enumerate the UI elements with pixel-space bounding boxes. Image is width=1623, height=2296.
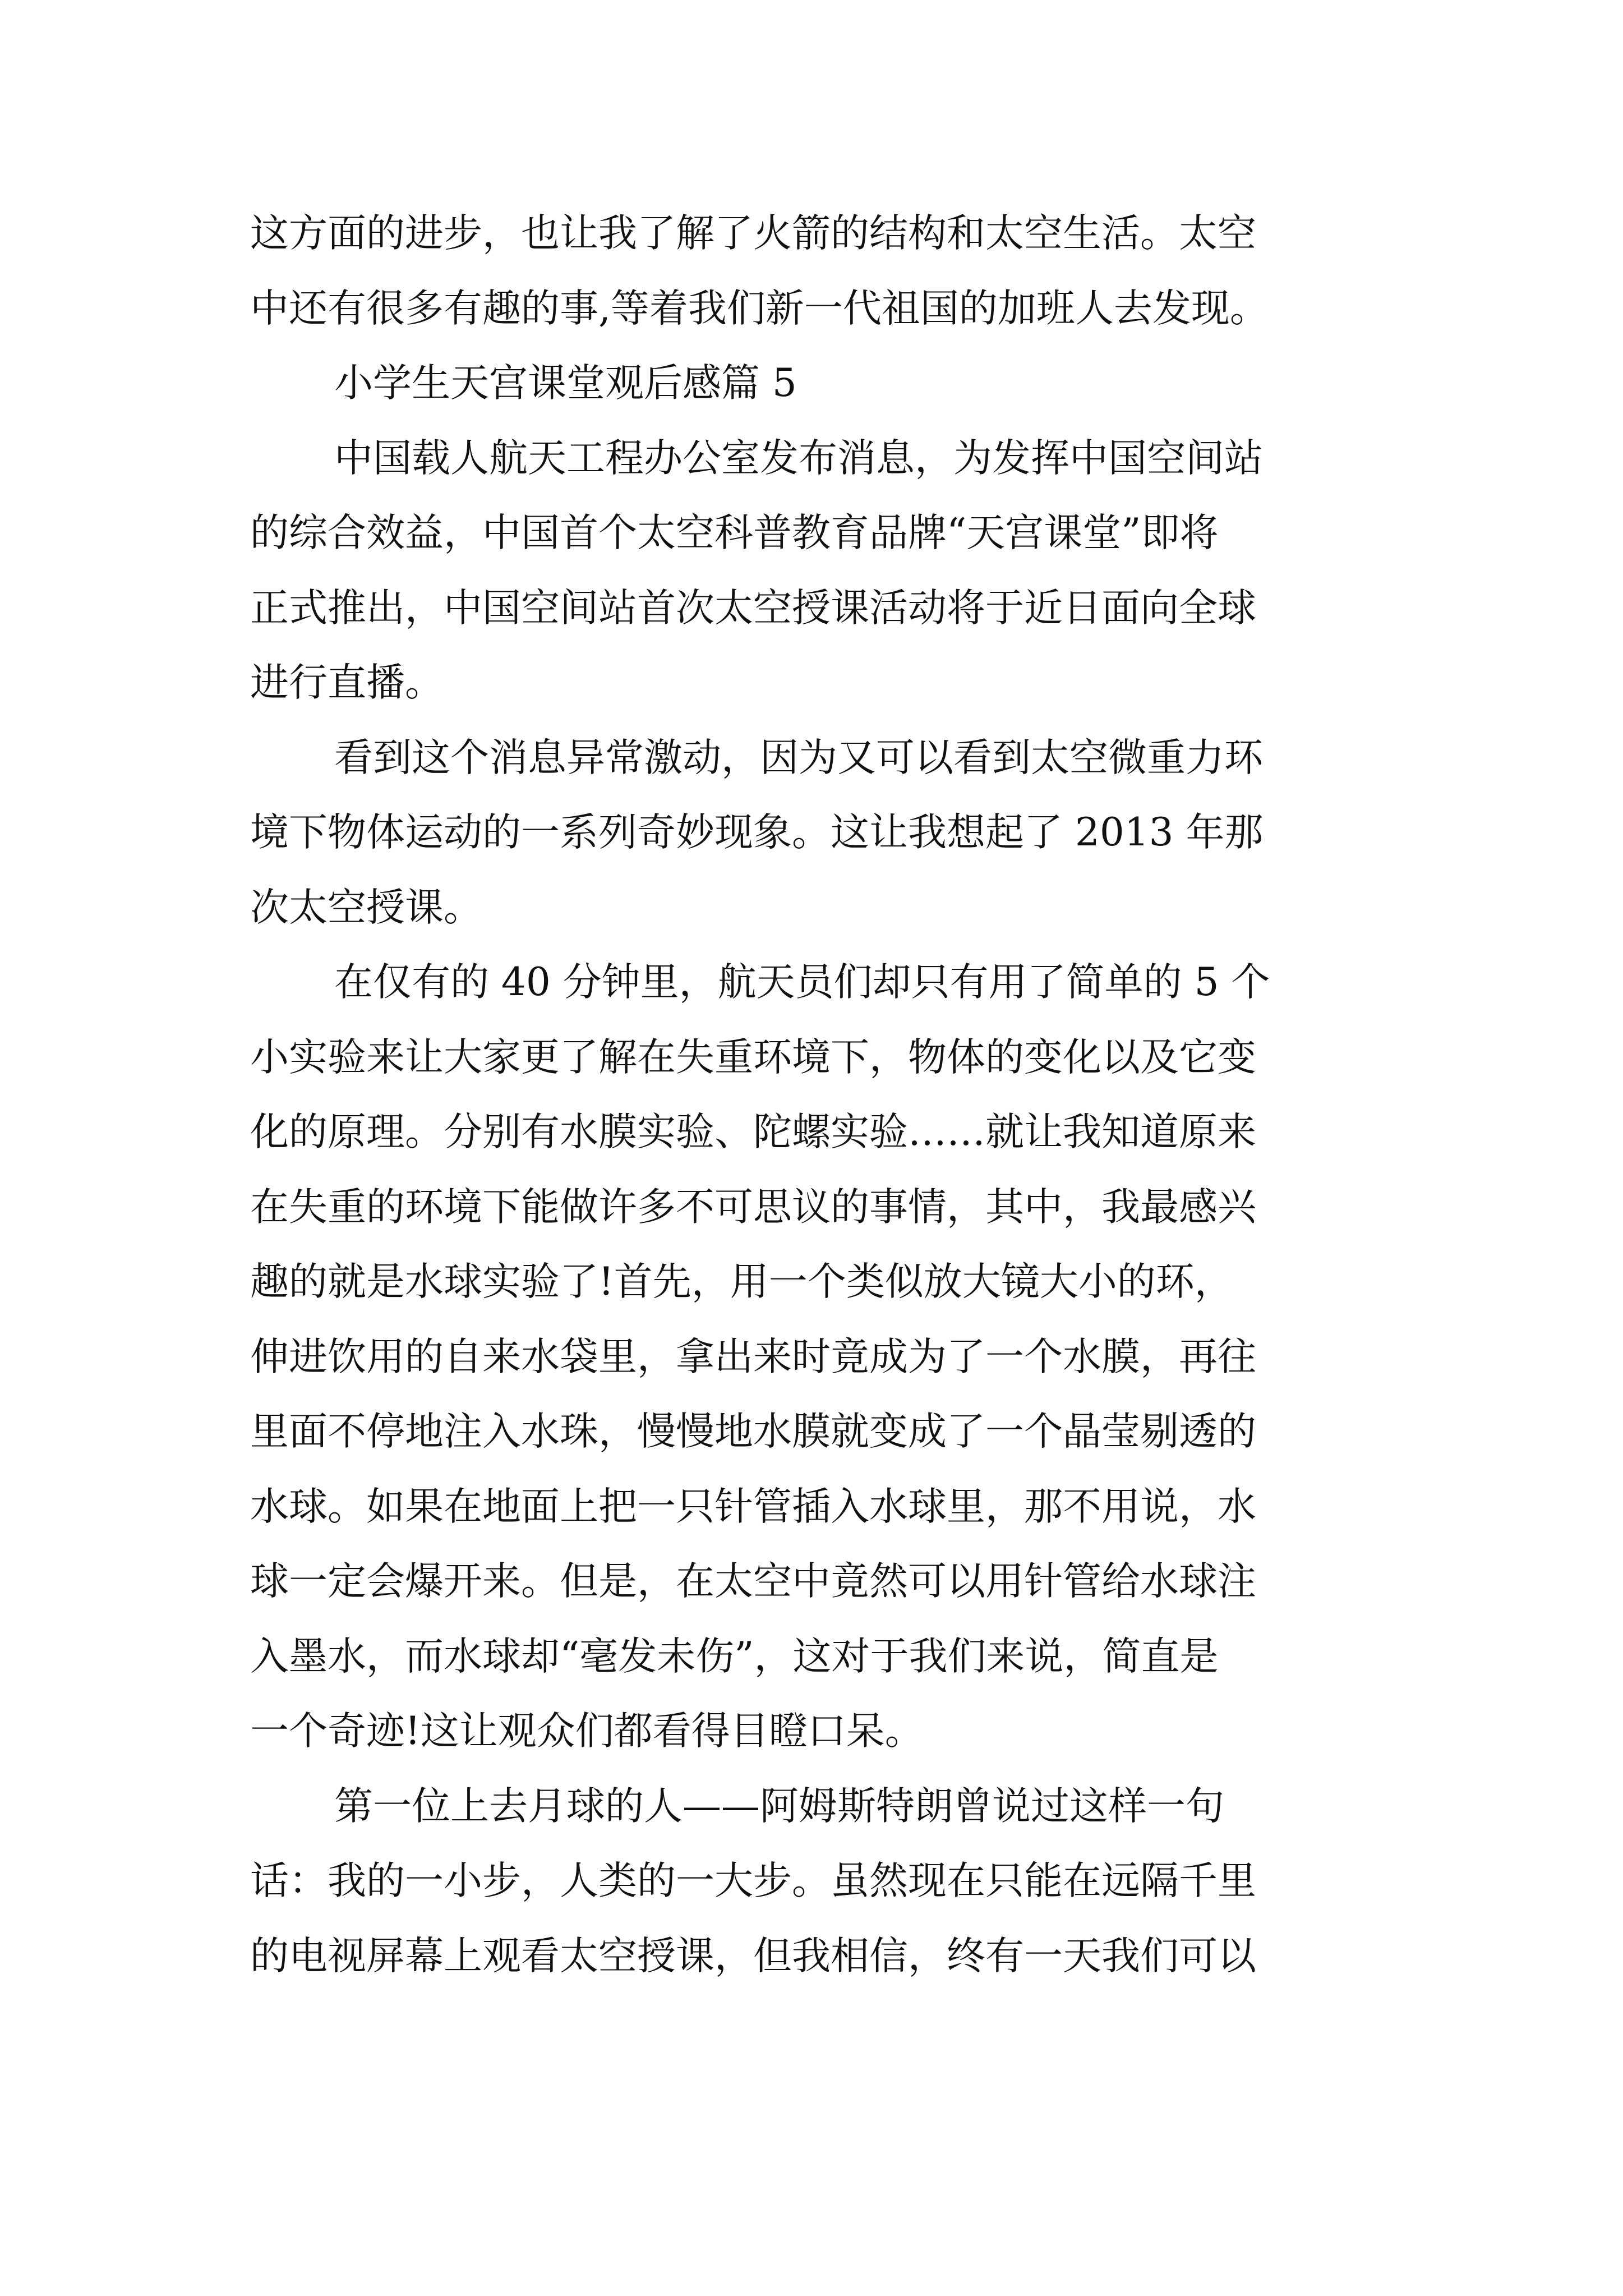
text-line: 第一位上去月球的人——阿姆斯特朗曾说过这样一句 xyxy=(334,1783,1224,1829)
text-line: 小实验来让大家更了解在失重环境下，物体的变化以及它变 xyxy=(250,1034,1256,1080)
text-line: 趣的就是水球实验了!首先，用一个类似放大镜大小的环， xyxy=(250,1259,1233,1304)
heading-line: 小学生天宫课堂观后感篇 5 xyxy=(334,361,797,406)
paragraph xyxy=(250,721,1372,946)
text-line: 次太空授课。 xyxy=(250,885,482,930)
document-body xyxy=(250,196,1372,1994)
section-heading xyxy=(250,346,1372,421)
text-line: 伸进饮用的自来水袋里，拿出来时竟成为了一个水膜，再往 xyxy=(250,1334,1256,1379)
text-line: 境下物体运动的一系列奇妙现象。这让我想起了 2013 年那 xyxy=(250,810,1264,855)
text-line: 的综合效益，中国首个太空科普教育品牌“天宫课堂”即将 xyxy=(250,510,1219,555)
text-line: 进行直播。 xyxy=(250,660,444,705)
text-line: 中还有很多有趣的事,等着我们新一代祖国的加班人去发现。 xyxy=(250,286,1269,331)
text-line: 正式推出，中国空间站首次太空授课活动将于近日面向全球 xyxy=(250,585,1256,631)
paragraph xyxy=(250,945,1372,1769)
text-line: 在仅有的 40 分钟里，航天员们却只有用了简单的 5 个 xyxy=(334,960,1270,1005)
text-line: 球一定会爆开来。但是，在太空中竟然可以用针管给水球注 xyxy=(250,1559,1256,1604)
text-line: 的电视屏幕上观看太空授课，但我相信，终有一天我们可以 xyxy=(250,1933,1256,1978)
text-line: 在失重的环境下能做许多不可思议的事情，其中，我最感兴 xyxy=(250,1184,1256,1230)
text-line: 水球。如果在地面上把一只针管插入水球里，那不用说，水 xyxy=(250,1484,1256,1529)
text-line: 话：我的一小步，人类的一大步。虽然现在只能在远隔千里 xyxy=(250,1858,1256,1903)
text-line: 这方面的进步，也让我了解了火箭的结构和太空生活。太空 xyxy=(250,211,1256,256)
text-line: 看到这个消息异常激动，因为又可以看到太空微重力环 xyxy=(334,735,1263,780)
text-line: 入墨水，而水球却“毫发未伤”，这对于我们来说，简直是 xyxy=(250,1634,1219,1679)
text-line: 化的原理。分别有水膜实验、陀螺实验……就让我知道原来 xyxy=(250,1110,1256,1154)
paragraph xyxy=(250,421,1372,721)
paragraph-continuation xyxy=(250,196,1372,346)
text-line: 中国载人航天工程办公室发布消息，为发挥中国空间站 xyxy=(334,435,1263,481)
text-line: 一个奇迹!这让观众们都看得目瞪口呆。 xyxy=(250,1709,924,1754)
text-line: 里面不停地注入水珠，慢慢地水膜就变成了一个晶莹剔透的 xyxy=(250,1409,1256,1454)
paragraph xyxy=(250,1769,1372,1994)
